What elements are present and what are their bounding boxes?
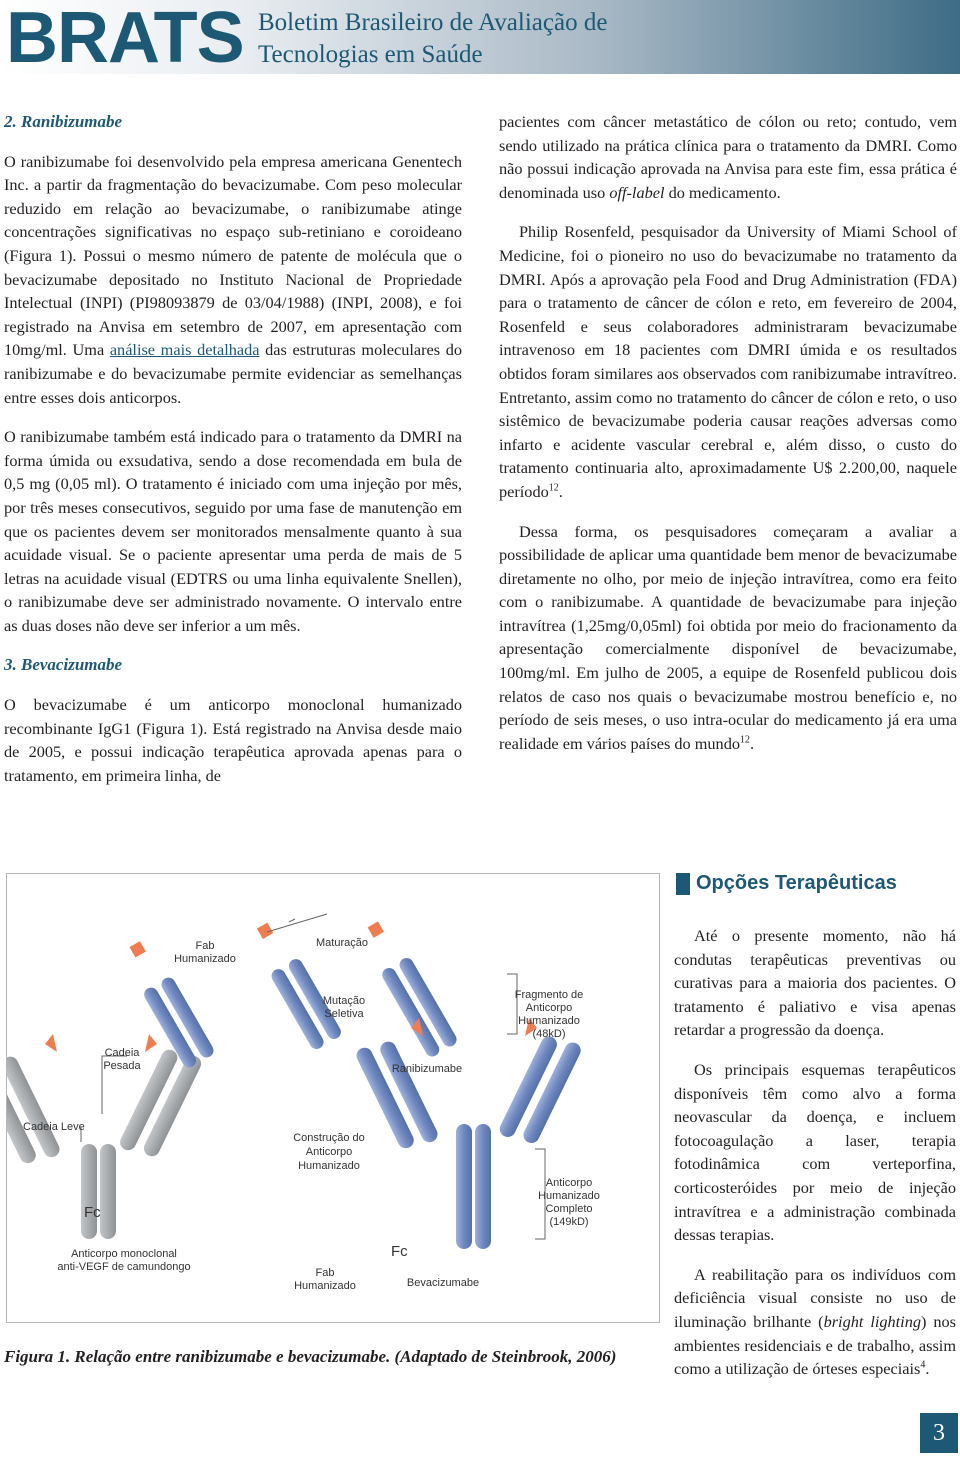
- heavy-chain-fc: [81, 1144, 97, 1239]
- section-heading-ranibizumabe: 2. Ranibizumabe: [4, 112, 123, 131]
- heading-square-icon: [676, 873, 690, 895]
- paragraph: [499, 520, 957, 756]
- paragraph: [674, 1263, 956, 1381]
- label-ranibizumabe: Ranibizumabe: [391, 1063, 463, 1075]
- antibody-diagram: [7, 874, 659, 1322]
- paragraph: O ranibizumabe também está indicado para o tratamento da DMRI na forma úmida ou exsudativa, sendo a dose recomendada em bula de 0,5 mg (0,05 ml). O tratamento é iniciado com uma injeção por mês, por três meses consecutivos, seguido por uma fase de manutenção em que os pacientes devem ser monitorados mensalmente quanto à sua acuidade visual. Se o paciente apresentar uma perda de mais de 5 letras na acuidade visual (EDTRS ou uma linha equivalente Snellen), o ranibizumabe deve ser administrado novamente. O intervalo entre as duas doses não deve ser inferior a um mês.: [4, 427, 462, 635]
- reference: 4: [920, 1359, 926, 1371]
- analysis-link[interactable]: análise mais detalhada: [109, 340, 260, 360]
- page-header: [0, 0, 960, 78]
- label-anticorpo-monoclonal: Anticorpo monoclonal anti-VEGF de camundongo: [57, 1248, 191, 1273]
- label-mutacao-seletiva: Mutação Seletiva: [322, 995, 366, 1020]
- heavy-chain-fc: [475, 1124, 491, 1249]
- brats-logo: BRATS: [6, 0, 244, 78]
- text: A reabilitação para os indivíduos com deficiência visual consiste no uso de iluminação brilhante (: [674, 1264, 956, 1331]
- paragraph: O bevacizumabe é um anticorpo monoclonal humanizado recombinante IgG1 (Figura 1). Está registrado na Anvisa desde maio de 2005, e possui indicação terapêutica aprovada apenas para o tratamento, em primeira linha, de: [4, 695, 462, 785]
- label-cadeia-pesada: Cadeia Pesada: [103, 1047, 141, 1072]
- bracket: [267, 914, 327, 932]
- label-maturacao: Maturação: [316, 937, 368, 949]
- text: das estruturas moleculares do ranibizumabe e do bevacizumabe permite evidenciar as semelhanças entre esses dois anticorpos.: [4, 340, 463, 407]
- right-column: [499, 110, 957, 771]
- paragraph: [4, 150, 462, 410]
- text: .: [749, 733, 755, 753]
- text: pacientes com câncer metastático de cólon ou reto; contudo, vem sendo utilizado na prática clínica para o tratamento da DMRI. Como não possui indicação aprovada na Anvisa para este fim, essa prática é denominada uso: [499, 112, 957, 202]
- paragraph: [499, 110, 957, 204]
- cdr-marker: [45, 1034, 57, 1052]
- subtitle-line-1: Boletim Brasileiro de Avaliação de: [258, 9, 608, 36]
- label-construcao: Construção do Anticorpo Humanizado: [293, 1132, 365, 1172]
- text: Dessa forma, os pesquisadores começaram a avaliar a possibilidade de aplicar uma quantidade bem menor de bevacizumabe diretamente no olho, por meio de injeção intravítrea, como era feito com o ranibizumabe. A quantidade de bevacizumabe para injeção intravítrea (1,25mg/0,05ml) foi obtida por meio do fracionamento da apresentação comercialmente disponível de bevacizumabe, 100mg/ml. Em julho de 2005, a equipe de Rosenfeld publicou dois relatos de caso nos quais o bevacizumabe mostrou benefício e, no período de seis meses, o uso intra-ocular do medicamento já era uma realidade em vários países do mundo: [499, 521, 957, 753]
- left-column: [4, 110, 462, 803]
- label-fab-humanizado-top: Fab Humanizado: [174, 940, 236, 965]
- sidebar-heading: [676, 872, 897, 895]
- paragraph: Os principais esquemas terapêuticos disponíveis têm como alvo a forma neovascular da doença, e incluem fotocoagulação a laser, terapia fotodinâmica com verteporfina, corticosteróides por meio de injeção intravítrea e a administração combinada dessas terapias.: [674, 1059, 956, 1245]
- emphasis: bright lighting: [823, 1311, 921, 1331]
- text: .: [925, 1359, 930, 1379]
- text: ) nos ambientes residenciais e de trabalho, assim como a utilização de órteses especiais: [674, 1311, 957, 1379]
- sidebar-column: [674, 924, 956, 1397]
- sidebar-title: Opções Terapêuticas: [696, 872, 897, 894]
- label-fab-humanizado-bottom: Fab Humanizado: [294, 1267, 356, 1292]
- emphasis: off-label: [609, 182, 665, 202]
- text: .: [558, 481, 563, 501]
- label-fc-left: Fc: [84, 1204, 101, 1221]
- reference: 12: [548, 482, 559, 494]
- paragraph: Até o presente momento, não há condutas terapêuticas preventivas ou curativas para a maioria dos pacientes. O tratamento é paliativo e visa apenas retardar a progressão da doença.: [674, 926, 956, 1040]
- heavy-chain-fc: [100, 1144, 116, 1239]
- text: O ranibizumabe foi desenvolvido pela empresa americana Genentech Inc. a partir da fragmentação do bevacizumabe. Com peso molecular reduzido em relação ao bevacizumabe, o ranibizumabe atinge concentrações significativas no espaço sub-retiniano e coroideano (Figura 1). Possui o mesmo número de patente de molécula que o bevacizumabe depositado no Instituto Nacional de Propriedade Intelectual (INPI) (PI98093879 de 03/04/1988) (INPI, 2008), e foi registrado na Anvisa em setembro de 2007, em apresentação com 10mg/ml. Uma: [4, 151, 462, 360]
- cdr-marker: [368, 921, 384, 937]
- figure-antibody-diagram: [6, 873, 660, 1323]
- label-fragmento: Fragmento de Anticorpo Humanizado (48kD): [514, 989, 584, 1040]
- paragraph: [499, 220, 957, 503]
- label-cadeia-leve: Cadeia Leve: [23, 1121, 85, 1133]
- label-bevacizumabe: Bevacizumabe: [406, 1277, 480, 1289]
- subtitle-line-2: Tecnologias em Saúde: [258, 41, 483, 68]
- heavy-chain-fc: [456, 1124, 472, 1249]
- text: do medicamento.: [664, 182, 781, 202]
- label-anticorpo-completo: Anticorpo Humanizado Completo (149kD): [538, 1177, 600, 1228]
- cdr-marker: [130, 941, 146, 957]
- reference: 12: [739, 734, 750, 746]
- journal-subtitle: [258, 7, 658, 71]
- ranibizumab-shape: [368, 921, 460, 1059]
- text: Philip Rosenfeld, pesquisador da University of Miami School of Medicine, foi o pioneiro no uso do bevacizumabe no tratamento da DMRI. Após a aprovação pela Food and Drug Administration (FDA) para o tratamento de câncer de cólon e reto, em fevereiro de 2004, Rosenfeld e seus colaboradores administraram bevacizumabe intravenoso em 18 pacientes com DMRI úmida e os resultados obtidos foram similares aos observados com ranibizumabe intravítreo. Entretanto, assim como no tratamento do câncer de cólon e reto, o uso sistêmico de bevacizumabe poderia causar reações adversas como infarto e acidente vascular cerebral e, além disso, o custo do tratamento continuaria alto, aproximadamente U$ 2.200,00, naquele período: [499, 222, 957, 501]
- bracket: [507, 974, 517, 1034]
- figure-caption: Figura 1. Relação entre ranibizumabe e bevacizumabe. (Adaptado de Steinbrook, 2006): [4, 1347, 617, 1366]
- label-fc-right: Fc: [391, 1243, 408, 1260]
- section-heading-bevacizumabe: 3. Bevacizumabe: [4, 655, 123, 675]
- cdr-marker: [145, 1034, 157, 1052]
- page-number: 3: [920, 1413, 958, 1453]
